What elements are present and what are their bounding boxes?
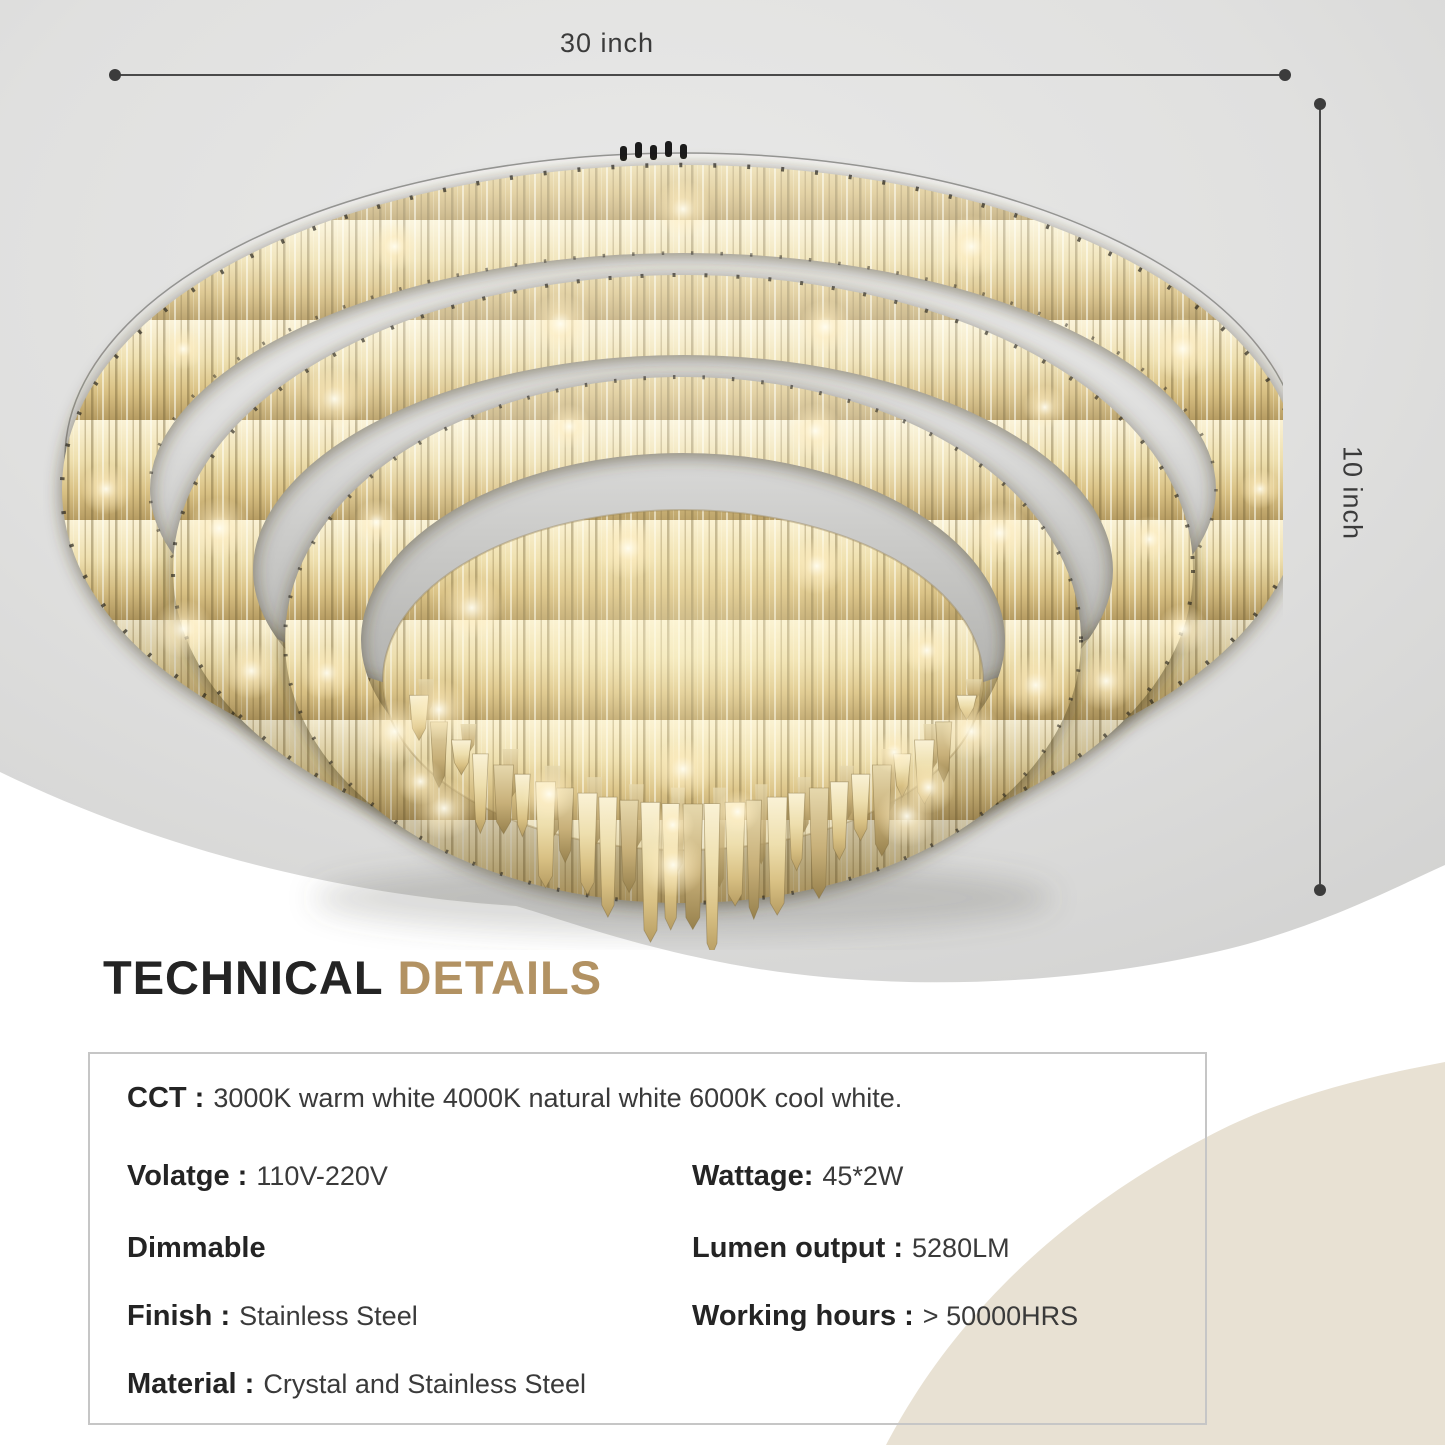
spec-row-lumen (692, 1230, 1010, 1271)
spec-label: CCT : (127, 1082, 205, 1114)
spec-row-material (127, 1366, 586, 1407)
spec-value: Crystal and Stainless Steel (263, 1369, 586, 1399)
spec-label: Finish : (127, 1300, 231, 1332)
product-image-chandelier (43, 120, 1283, 950)
section-heading (103, 950, 602, 1005)
spec-row-cct (127, 1080, 902, 1121)
spec-value: 5280LM (912, 1233, 1010, 1263)
spec-row-voltage (127, 1158, 388, 1199)
heading-word-details: DETAILS (397, 951, 603, 1004)
height-dimension-line (1319, 108, 1321, 884)
spec-row-finish (127, 1298, 418, 1339)
spec-label: Working hours : (692, 1300, 914, 1332)
height-dimension-label: 10 inch (1337, 445, 1368, 541)
heading-word-technical: TECHNICAL (103, 951, 384, 1004)
spec-label: Volatge : (127, 1160, 248, 1192)
dimension-endpoint-dot (109, 69, 121, 81)
spec-value: 3000K warm white 4000K natural white 6000K cool white. (213, 1083, 903, 1113)
spec-label: Lumen output : (692, 1232, 904, 1264)
spec-value: 45*2W (822, 1161, 904, 1191)
spec-label: Material : (127, 1368, 255, 1400)
spec-label: Dimmable (127, 1232, 266, 1264)
dimension-endpoint-dot (1314, 884, 1326, 896)
dimension-endpoint-dot (1314, 98, 1326, 110)
spec-row-dimmable (127, 1230, 275, 1271)
spec-row-wattage (692, 1158, 903, 1199)
technical-details-box (88, 1052, 1207, 1425)
spec-value: Stainless Steel (239, 1301, 418, 1331)
width-dimension-label: 30 inch (559, 28, 655, 58)
spec-label: Wattage: (692, 1160, 814, 1192)
spec-value: > 50000HRS (922, 1301, 1079, 1331)
dimension-endpoint-dot (1279, 69, 1291, 81)
spec-row-working-hours (692, 1298, 1078, 1339)
width-dimension-line (120, 74, 1280, 76)
spec-value: 110V-220V (256, 1161, 388, 1191)
